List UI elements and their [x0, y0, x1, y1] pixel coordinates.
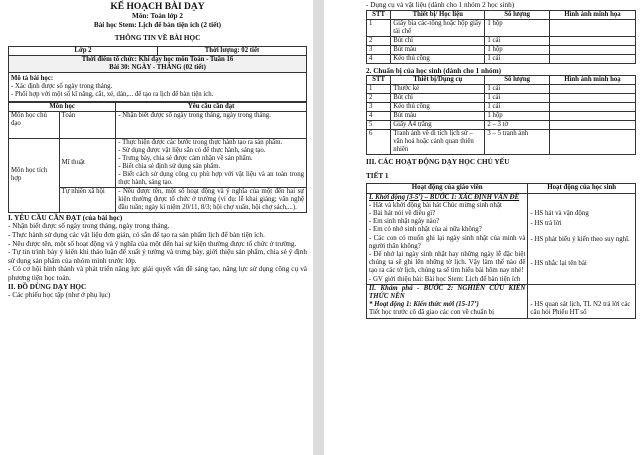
- document-page-left: [0, 0, 313, 455]
- section-line: - Nhận biết được số ngày trong tháng, ngày trong tháng.: [8, 222, 170, 231]
- main-subject-name: Toán: [59, 111, 116, 138]
- table-row: [367, 45, 636, 54]
- table-row: [367, 121, 636, 130]
- row-number: 3: [367, 45, 391, 54]
- section-heading: II. ĐỒ DÙNG DẠY HỌC: [8, 282, 87, 291]
- main-subject-label: Môn học chủ đạo: [9, 111, 60, 138]
- item-quantity: 3 – 5 tranh ảnh: [485, 130, 550, 155]
- item-quantity: 2 – 3 tờ: [485, 121, 550, 130]
- item-name: Bút chì: [391, 36, 485, 45]
- lesson-name: Bài học Stem: Lịch để bàn tiện ích (2 tiết): [93, 20, 222, 29]
- item-quantity: 1 cái: [485, 94, 550, 103]
- table-row: [367, 19, 636, 36]
- student-activity-cell: [528, 284, 636, 318]
- item-quantity: 1 cái: [485, 103, 550, 112]
- prep-table: [366, 75, 636, 155]
- row-number: 2: [367, 94, 391, 103]
- requirement-header: Yêu cầu cần đạt: [116, 102, 307, 111]
- row-number: 1: [367, 85, 391, 94]
- illustration-cell: [549, 45, 635, 54]
- table-row: [367, 94, 636, 103]
- illustration-cell: [549, 121, 635, 130]
- req-line: - Sử dụng được vật liệu sẵn có để thực hành, sáng tạo.: [118, 146, 266, 154]
- description-cell: [9, 72, 307, 101]
- period-label: TIẾT 1: [366, 171, 389, 180]
- prep-title: 2. Chuẩn bị của học sinh (dành cho 1 nhóm): [366, 66, 502, 75]
- activities-section: III. CÁC HOẠT ĐỘNG DẠY HỌC CHỦ YẾU: [366, 158, 510, 167]
- activities-table: [366, 183, 636, 318]
- student-line: - HS nhắc lại tên bài: [530, 260, 587, 268]
- materials-table: [366, 10, 636, 64]
- activity-1-title: * Hoạt động 1: Kiến thức mới (15-17’): [369, 301, 479, 309]
- item-quantity: 1 cái: [485, 36, 550, 45]
- main-subject-req: - Nhận biết được số ngày trong tháng, ngày trong tháng.: [116, 111, 307, 138]
- column-header: Hình ảnh minh họa: [549, 10, 635, 19]
- art-subject-req: [116, 138, 307, 187]
- item-name: Giấy A4 trắng: [391, 121, 485, 130]
- req-line: - Biết cách sử dụng công cụ phù hợp với vật liệu và an toàn trong thực hành, sáng tạo.: [118, 170, 304, 186]
- timing-cell: [9, 55, 307, 72]
- table-row: [367, 36, 636, 45]
- student-header: Hoạt động của học sinh: [528, 184, 636, 193]
- item-quantity: 1 cái: [485, 85, 550, 94]
- student-activity-cell: [528, 193, 636, 284]
- teacher-line: - Bài hát nói về điều gì?: [369, 209, 436, 217]
- grade-cell: Lớp 2: [9, 46, 158, 55]
- req-line: - Trưng bày, chia sẻ được cảm nhận về sản phẩm.: [118, 154, 253, 162]
- lesson-info-table: [8, 46, 307, 102]
- column-header: STT: [367, 76, 391, 85]
- item-quantity: 1 hộp: [485, 112, 550, 121]
- req-line: - Biết chia sẻ định sử dụng sản phẩm.: [118, 162, 221, 170]
- illustration-cell: [549, 19, 635, 36]
- info-heading: THÔNG TIN VỀ BÀI HỌC: [114, 34, 201, 43]
- teacher-activity-cell: [367, 193, 528, 284]
- table-row: [367, 103, 636, 112]
- illustration-cell: [549, 112, 635, 121]
- illustration-cell: [549, 103, 635, 112]
- illustration-cell: [549, 54, 635, 63]
- timing-text: Thời điểm tổ chức: Khi dạy học môn Toán - Tuần 16: [81, 55, 234, 63]
- table-row: [367, 112, 636, 121]
- section-requirements: [8, 214, 307, 300]
- duration-cell: Thời lượng: 02 tiết: [158, 46, 307, 55]
- item-name: Bút chì: [391, 94, 485, 103]
- item-name: Kéo thủ công: [391, 103, 485, 112]
- desc-line: - Phối hợp với một số kĩ năng, cắt, xé, dán,... để tạo ra lịch để bàn tiện ích.: [11, 90, 214, 98]
- column-header: Hình ảnh minh hoạ: [549, 76, 635, 85]
- row-number: 3: [367, 103, 391, 112]
- column-header: Thiết bị/Dụng cụ: [391, 76, 485, 85]
- materials-title: - Dụng cụ và vật liệu (dành cho 1 nhóm 2 học sinh): [366, 1, 515, 9]
- item-quantity: 1 cái: [485, 54, 550, 63]
- student-line: - HS phát biểu ý kiến theo suy nghĩ.: [530, 235, 630, 243]
- row-number: 4: [367, 112, 391, 121]
- table-row: [367, 130, 636, 155]
- subject-line: Môn: Toán lớp 2: [132, 12, 183, 20]
- column-header: Số lượng: [485, 10, 550, 19]
- nature-subject-req: - Nêu được tên, một số hoạt động và ý nghĩa của một đến hai sự kiện thường được tổ chức ở trường (ví dụ: lễ khai giảng; văn nghệ đầu tuần; ngày kỉ niệm 20/11, 8/3; hội chợ xuân, hội chợ sách,...).: [116, 187, 307, 212]
- desc-label: Mô tả bài học:: [11, 74, 54, 82]
- item-name: Kéo thủ công: [391, 54, 485, 63]
- table-row: [367, 54, 636, 63]
- illustration-cell: [549, 94, 635, 103]
- teacher-header: Hoạt động của giáo viên: [367, 184, 528, 193]
- explore-title: II. Khám phá - BƯỚC 2: NGHIÊN CỨU KIẾN THỨC NỀN: [369, 284, 526, 301]
- section-line: - Các phiếu học tập (như ở phụ lục): [8, 291, 111, 300]
- art-subject-name: Mĩ thuật: [59, 138, 116, 187]
- teacher-line: - Hát và khởi động bài hát Chúc mừng sinh nhật: [369, 201, 502, 209]
- row-number: 6: [367, 130, 391, 155]
- lesson-title: KẾ HOẠCH BÀI DẠY: [110, 2, 205, 12]
- nature-subject-name: Tự nhiên xã hội: [59, 187, 116, 212]
- column-header: STT: [367, 10, 391, 19]
- integrated-subject-label: Môn học tích hợp: [9, 138, 60, 212]
- illustration-cell: [549, 130, 635, 155]
- section-line: - Có cơ hội hình thành và phát triển năng lực giải quyết vấn đề sáng tạo, năng lực sử dụng công cụ và phương tiện học toán.: [8, 265, 307, 282]
- student-line: - HS quan sát lịch, TL N2 trả lời các câu hỏi Phiếu HT số: [530, 300, 631, 317]
- item-name: Tranh ảnh về di tích lịch sử – văn hoá hoặc cảnh quan thiên nhiên: [391, 130, 485, 155]
- item-name: Bút màu: [391, 112, 485, 121]
- row-number: 5: [367, 121, 391, 130]
- section-heading: I. YÊU CẦU CẦN ĐẠT (của bài học): [8, 213, 123, 222]
- item-quantity: 1 hộp: [485, 19, 550, 36]
- teacher-line: Tiết học trước cô đã giao các con về chuẩn bị: [369, 309, 494, 317]
- req-line: - Thực hiện được các bước trong thực hành tạo ra sản phẩm.: [118, 138, 283, 146]
- illustration-cell: [549, 85, 635, 94]
- page-gap: [313, 0, 324, 455]
- teacher-line: - Em có nhớ sinh nhật của ai nữa không?: [369, 226, 482, 234]
- item-name: Thước kẻ: [391, 85, 485, 94]
- illustration-cell: [549, 36, 635, 45]
- requirements-table: [8, 102, 307, 213]
- row-number: 1: [367, 19, 391, 36]
- document-page-right: [324, 0, 640, 455]
- column-header: Thiết bị/ Học liệu: [391, 10, 485, 19]
- student-line: - HS hát và vận động: [530, 209, 589, 217]
- column-header: Số lượng: [485, 76, 550, 85]
- subject-header: Môn học: [9, 102, 116, 111]
- teacher-line: - Để nhớ lại ngày sinh nhật hay những ngày lễ đặc biệt chúng ta sẽ ghi lên những tờ lịch. Vậy làm thế nào để tạo ra các tờ lịch, chúng ta sẽ tìm hiểu bài hôm nay nhé!: [369, 251, 526, 275]
- teacher-activity-cell: [367, 284, 528, 318]
- item-name: Giấy bìa các-tông hoặc hộp giấy tái chế: [391, 19, 485, 36]
- table-row: [367, 85, 636, 94]
- teacher-line: - Các con có muốn ghi lại ngày sinh nhật của mình và người thân không?: [369, 234, 526, 250]
- item-quantity: 1 hộp: [485, 45, 550, 54]
- section-line: - Thực hành sử dụng các vật liệu đơn giản, có sẵn để tạo ra sản phẩm lịch để bàn tiện ích.: [8, 230, 265, 239]
- row-number: 4: [367, 54, 391, 63]
- teacher-line: - GV giới thiệu bài: Bài học Stem: Lịch để bàn tiện ích: [369, 275, 521, 283]
- start-title: I. Khởi động (3-5’) – BƯỚC 1: XÁC ĐỊNH VẤN ĐỀ: [369, 193, 520, 201]
- lesson30-text: Bài 30: NGÀY - THÁNG (02 tiết): [109, 63, 206, 71]
- item-name: Bút màu: [391, 45, 485, 54]
- teacher-line: - Em sinh nhật ngày nào?: [369, 218, 440, 226]
- student-line: - HS trả lời: [530, 219, 562, 227]
- row-number: 2: [367, 36, 391, 45]
- section-line: - Tự tin trình bày ý kiến khi thảo luận để xuất ý tưởng và trưng bày, giới thiệu sản phẩm, chia sẻ ý định sử dụng sản phẩm của nhóm mình trước lớp.: [8, 248, 307, 265]
- section-line: - Nêu được tên, một số hoạt động và ý nghĩa của một đến hai sự kiện thường được tổ chức ở trường.: [8, 239, 297, 248]
- desc-line: - Xác định được số ngày trong tháng.: [11, 82, 113, 90]
